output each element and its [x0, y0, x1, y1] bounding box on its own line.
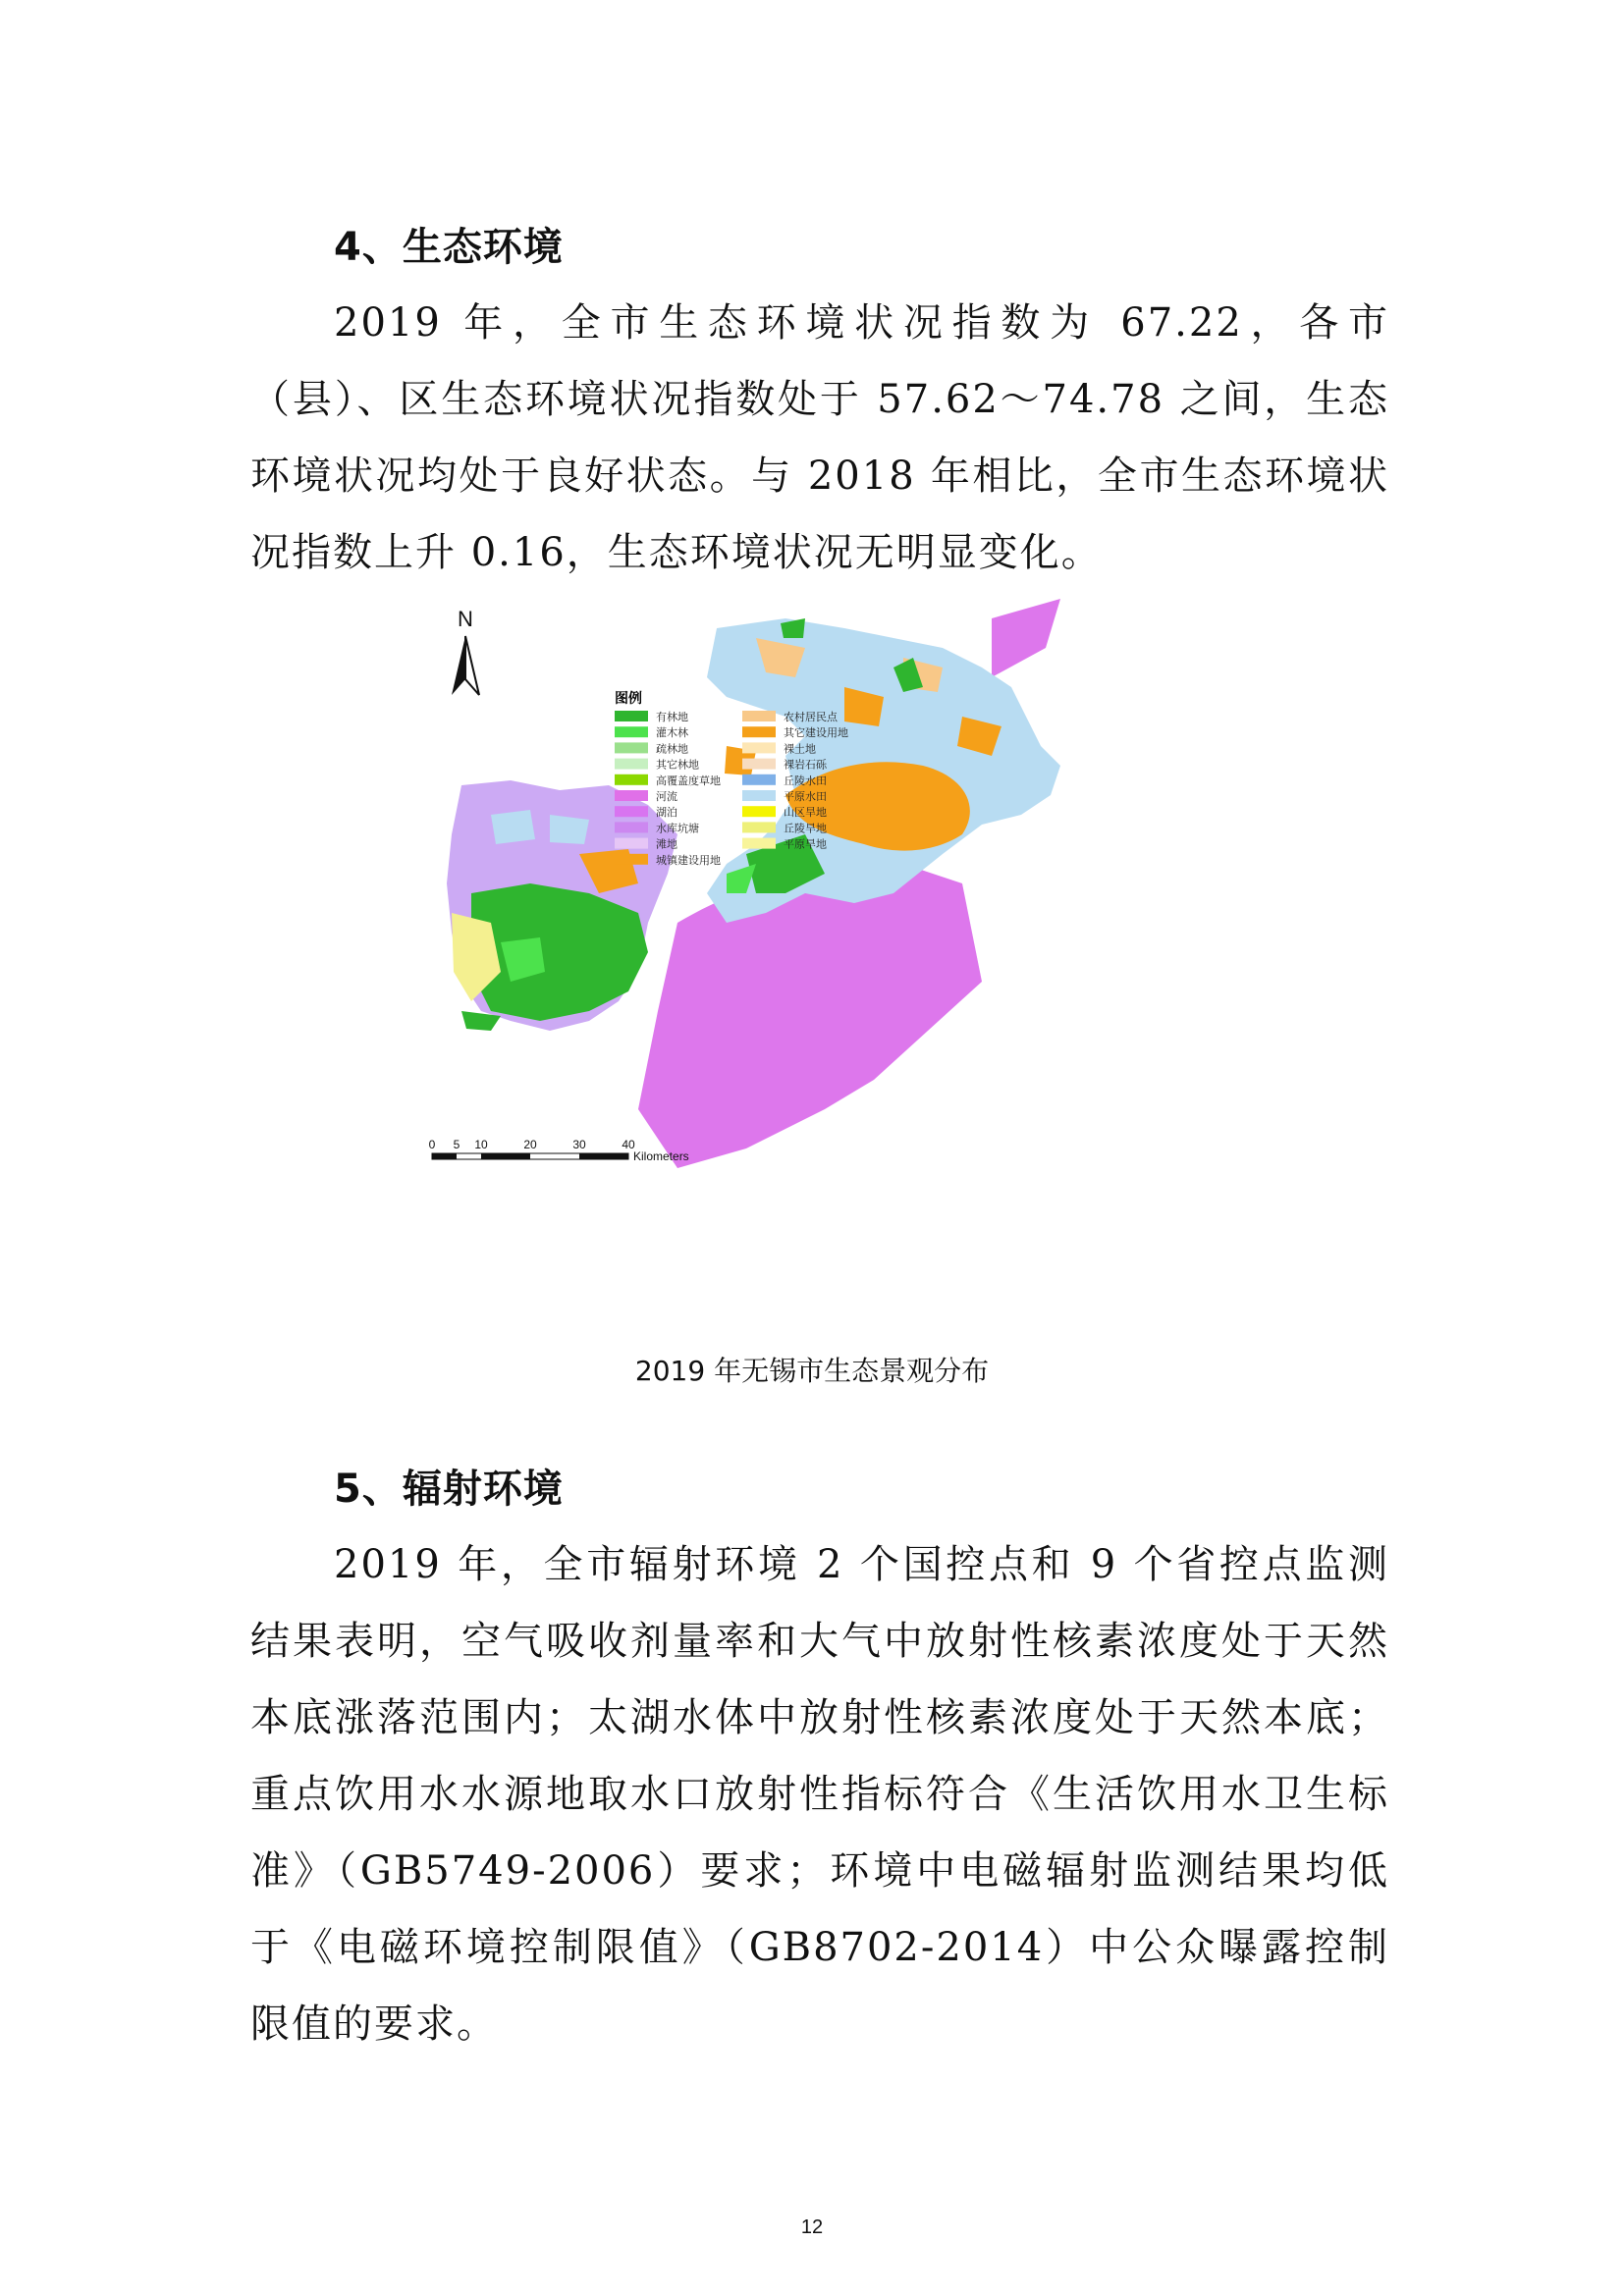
legend-label: 农村居民点	[784, 711, 838, 723]
section-5-paragraph: 2019 年，全市辐射环境 2 个国控点和 9 个省控点监测结果表明，空气吸收剂量率和大气中放射性核素浓度处于天然本底涨落范围内；太湖水体中放射性核素浓度处于天然本底；重点饮用水水源地取水口放射性指标符合《生活饮用水卫生标准》（GB5749-2006）要求；环境中电磁辐射监测结果均低于《电磁环境控制限值》（GB8702-2014）中公众曝露控制限值的要求。	[250, 1542, 1389, 2047]
page-number: 12	[800, 2216, 824, 2238]
legend-swatch	[742, 822, 776, 832]
legend-swatch	[615, 806, 648, 817]
legend-swatch	[742, 838, 776, 849]
legend-label: 有林地	[656, 711, 688, 723]
section-5-heading: 5、辐射环境	[334, 1467, 564, 1512]
scale-tick-label: 20	[523, 1138, 537, 1151]
legend-label: 裸土地	[784, 742, 816, 756]
lake-region	[638, 854, 982, 1168]
section-4-paragraph: 2019 年，全市生态环境状况指数为 67.22，各市（县）、区生态环境状况指数处于 57.62～74.78 之间，生态环境状况均处于良好状态。与 2018 年相比，全市生态环境状况指数上升 0.16，生态环境状况无明显变化。	[250, 300, 1389, 575]
legend-swatch	[742, 726, 776, 737]
legend-title: 图例	[615, 691, 642, 707]
legend-swatch	[742, 711, 776, 721]
legend-label: 城镇建设用地	[656, 853, 721, 867]
legend-label: 滩地	[656, 837, 677, 851]
legend-label: 水库坑塘	[656, 822, 699, 835]
legend-label: 山区旱地	[784, 806, 827, 820]
scale-bar	[429, 1138, 689, 1163]
legend-swatch	[742, 742, 776, 753]
legend-swatch	[615, 838, 648, 849]
legend-swatch	[742, 759, 776, 770]
legend-label: 其它林地	[656, 758, 699, 772]
legend-swatch	[615, 711, 648, 721]
legend-label: 其它建设用地	[784, 726, 848, 740]
legend-label: 丘陵旱地	[784, 822, 827, 835]
legend-swatch	[615, 759, 648, 770]
legend-swatch	[615, 790, 648, 801]
section-4-heading: 4、生态环境	[334, 225, 564, 270]
north-arrow-icon	[452, 607, 479, 695]
legend-label: 湖泊	[656, 806, 677, 820]
legend-swatch	[615, 726, 648, 737]
legend-swatch	[742, 774, 776, 785]
legend-label: 河流	[656, 790, 677, 803]
scale-tick-label: 10	[474, 1138, 488, 1151]
figure-caption: 2019 年无锡市生态景观分布	[634, 1355, 990, 1387]
scale-unit-label: Kilometers	[633, 1149, 689, 1163]
legend-swatch	[615, 854, 648, 865]
legend-swatch	[742, 790, 776, 801]
legend-swatch	[615, 822, 648, 832]
legend-swatch	[742, 806, 776, 817]
legend-label: 高覆盖度草地	[656, 774, 721, 787]
legend-label: 平原旱地	[784, 837, 827, 851]
legend-label: 灌木林	[656, 726, 688, 740]
legend-label: 疏林地	[656, 742, 688, 756]
legend-label: 丘陵水田	[784, 774, 827, 787]
legend-label: 平原水田	[784, 790, 827, 803]
ecological-landscape-map	[428, 599, 1198, 1306]
scale-tick-label: 40	[622, 1138, 635, 1151]
scale-tick-label: 0	[428, 1138, 436, 1151]
legend-swatch	[615, 774, 648, 785]
scale-tick-label: 5	[453, 1138, 460, 1151]
scale-tick-label: 30	[572, 1138, 586, 1151]
legend-swatch	[615, 742, 648, 753]
legend-label: 裸岩石砾	[784, 758, 827, 772]
north-label: N	[458, 607, 473, 631]
